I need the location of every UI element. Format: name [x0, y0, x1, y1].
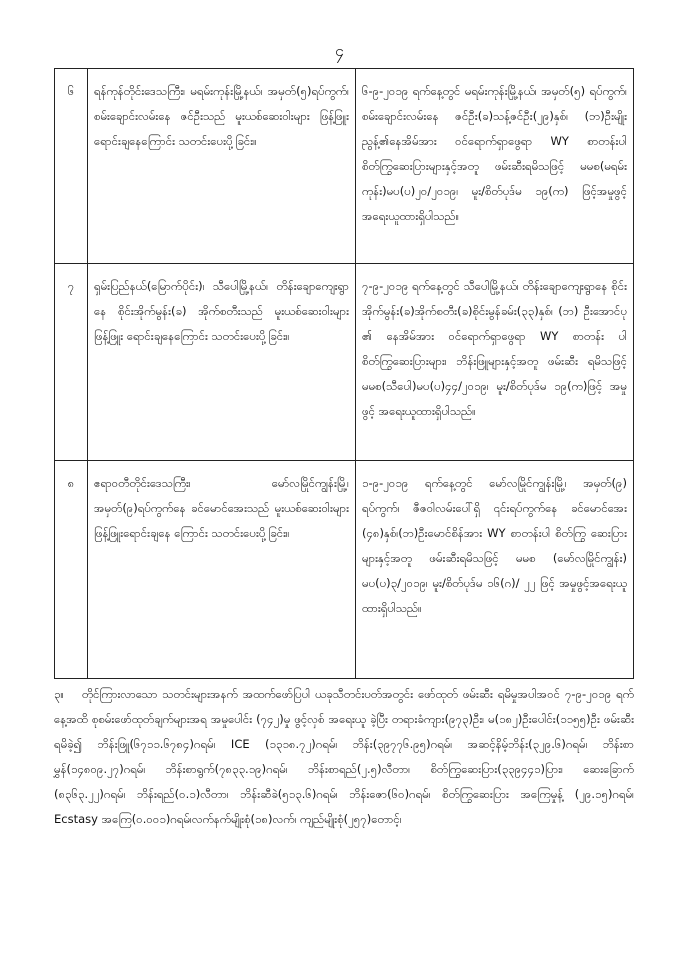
row-number: ၈: [55, 461, 88, 679]
report-subject: ဧရာဝတီတိုင်းဒေသကြီး၊ မော်လမြိုင်ကျွန်းမြို့၊ အမှတ်(၉)ရပ်ကွက်နေ ခင်မောင်အေးသည် မူးယစ်ဆေးဝါးများ ဖြန့်ဖြူးရောင်းချနေ ကြောင်း သတင်းပေးပို့ခြင်း။: [88, 461, 356, 679]
row-number: ၇: [55, 264, 88, 461]
row-number: ၆: [55, 69, 88, 264]
action-taken: ၇-၉-၂၀၁၉ ရက်နေ့တွင် သီပေါမြို့နယ်၊ တိန်းချောကျေးရွာနေ စိုင်းအိုက်မွန်း(ခ)အိုက်စတီး(ခ)စိုင်းမွန်ခမ်း(၃၃)နှစ်၊ (ဘ) ဦးအောင်ပု ၏ နေအိမ်အား ဝင်ရောက်ရှာဖွေရာ WY စာတန်း ပါ စိတ်ကြွဆေးပြားများ၊ ဘိန်းဖြူများနှင့်အတူ ဖမ်းဆီး ရမိသဖြင့် မမစ(သီပေါ)မပ(ပ)၄၄/၂၀၁၉၊ မူး/စိတ်ပုဒ်မ ၁၉(က)ဖြင့် အမှုဖွင့် အရေးယူထားရှိပါသည်။: [356, 264, 634, 461]
report-subject: ရန်ကုန်တိုင်းဒေသကြီး၊ မရမ်းကုန်းမြို့နယ်၊ အမှတ်(၅)ရပ်ကွက်၊ စမ်းချောင်းလမ်းနေ ဇင်ဦးသည် မူးယစ်ဆေးဝါးများ ဖြန့်ဖြူး ရောင်းချနေကြောင်း သတင်းပေးပို့ခြင်း။: [88, 69, 356, 264]
table-row: [55, 264, 634, 461]
page-number: ၄: [335, 41, 344, 60]
summary-paragraph: [54, 682, 634, 832]
action-taken: ၁-၉-၂၀၁၉ ရက်နေ့တွင် မော်လမြိုင်ကျွန်းမြို့၊ အမှတ်(၉) ရပ်ကွက်၊ ဇီဇဝါလမ်းပေါ်ရှိ ၎င်းရပ်ကွက်နေ ခင်မောင်အေး (၄၈)နှစ်၊(ဘ)ဦးမောင်စိန်အား WY စာတန်းပါ စိတ်ကြွ ဆေးပြားများနှင့်အတူ ဖမ်းဆီးရမိသဖြင့် မမစ (မော်လမြိုင်ကျွန်း) မပ(ပ)၃/၂၀၁၉၊ မူး/စိတ်ပုဒ်မ ၁၆(ဂ)/ ၂၂ ဖြင့် အမှုဖွင့်အရေးယူထားရှိပါသည်။: [356, 461, 634, 679]
paragraph-number: ၃။: [54, 687, 64, 701]
table-row: [55, 69, 634, 264]
report-table: [54, 68, 634, 679]
summary-text: တိုင်ကြားလာသော သတင်းများအနက် အထက်ဖော်ပြပါ ယခုသီတင်းပတ်အတွင်း ဖော်ထုတ် ဖမ်းဆီး ရမိမှုအပါအဝင် ၇-၉-၂၀၁၉ ရက်နေ့အထိ စုစမ်းဖော်ထုတ်ချက်များအရ အမှုပေါင်း (၇၄၂)မှု ဖွင့်လှစ် အရေးယူ ခဲ့ပြီး တရားခံကျား(၉၇၃)ဦး၊ မ(၁၈၂)ဦးပေါင်း(၁၁၅၅)ဦး ဖမ်းဆီးရမိခဲ့၍ ဘိန်းဖြူ(၆၇၁၁.၆၇၈၄)ဂရမ်၊ ICE (၁၃၁၈.၇၂)ဂရမ်၊ ဘိန်း(၃၉၇၇၆.၉၅)ဂရမ်၊ အဆင့်နိမ့်ဘိန်း(၃၂၉.၆)ဂရမ်၊ ဘိန်းစာမွှန်(၁၄၈၀၉.၂၇)ဂရမ်၊ ဘိန်းစာရွက်(၇၈၃၃.၁၉)ဂရမ်၊ ဘိန်းစာရည်(၂.၅)လီတာ၊ စိတ်ကြွဆေးပြား(၃၃၉၄၄၁)ပြား၊ ဆေးခြောက် (၈၃၆၃.၂၂)ဂရမ်၊ ဘိန်းရည်(၀.၁)လီတာ၊ ဘိန်းဆီခဲ(၅၁၃.၆)ဂရမ်၊ ဘိန်းဇော(၆၀)ဂရမ်၊ စိတ်ကြွဆေးပြား အကြေမှုန့် (၂၉.၁၅)ဂရမ်၊ Ecstasy အကြေ(၀.၀၀၁)ဂရမ်၊လက်နက်မျိုးစုံ(၁၈)လက်၊ ကျည်မျိုးစုံ(၂၅၇)တောင့်၊: [54, 687, 634, 826]
action-taken: ၆-၉-၂၀၁၉ ရက်နေ့တွင် မရမ်းကုန်းမြို့နယ်၊ အမှတ်(၅) ရပ်ကွက်၊ စမ်းချောင်းလမ်းနေ ဇင်ဦး(ခ)သန့်ဇင်ဦး(၂၉)နှစ်၊ (ဘ)ဦးမျိုးညွန့်၏နေအိမ်အား ဝင်ရောက်ရှာဖွေရာ WY စာတန်းပါ စိတ်ကြွဆေးပြားများနှင့်အတူ ဖမ်းဆီးရမိသဖြင့် မမစ(မရမ်းကုန်း)မပ(ပ)၂၀/၂၀၁၉၊ မူး/စိတ်ပုဒ်မ ၁၉(က) ဖြင့်အမှုဖွင့်အရေးယူထားရှိပါသည်။: [356, 69, 634, 264]
report-subject: ရှမ်းပြည်နယ်(မြောက်ပိုင်း)၊ သီပေါမြို့နယ်၊ တိန်းချောကျေးရွာနေ စိုင်းအိုက်မွန်း(ခ) အိုက်စတီးသည် မူးယစ်ဆေးဝါးများ ဖြန့်ဖြူး ရောင်းချနေကြောင်း သတင်းပေးပို့ခြင်း။: [88, 264, 356, 461]
table-row: [55, 461, 634, 679]
